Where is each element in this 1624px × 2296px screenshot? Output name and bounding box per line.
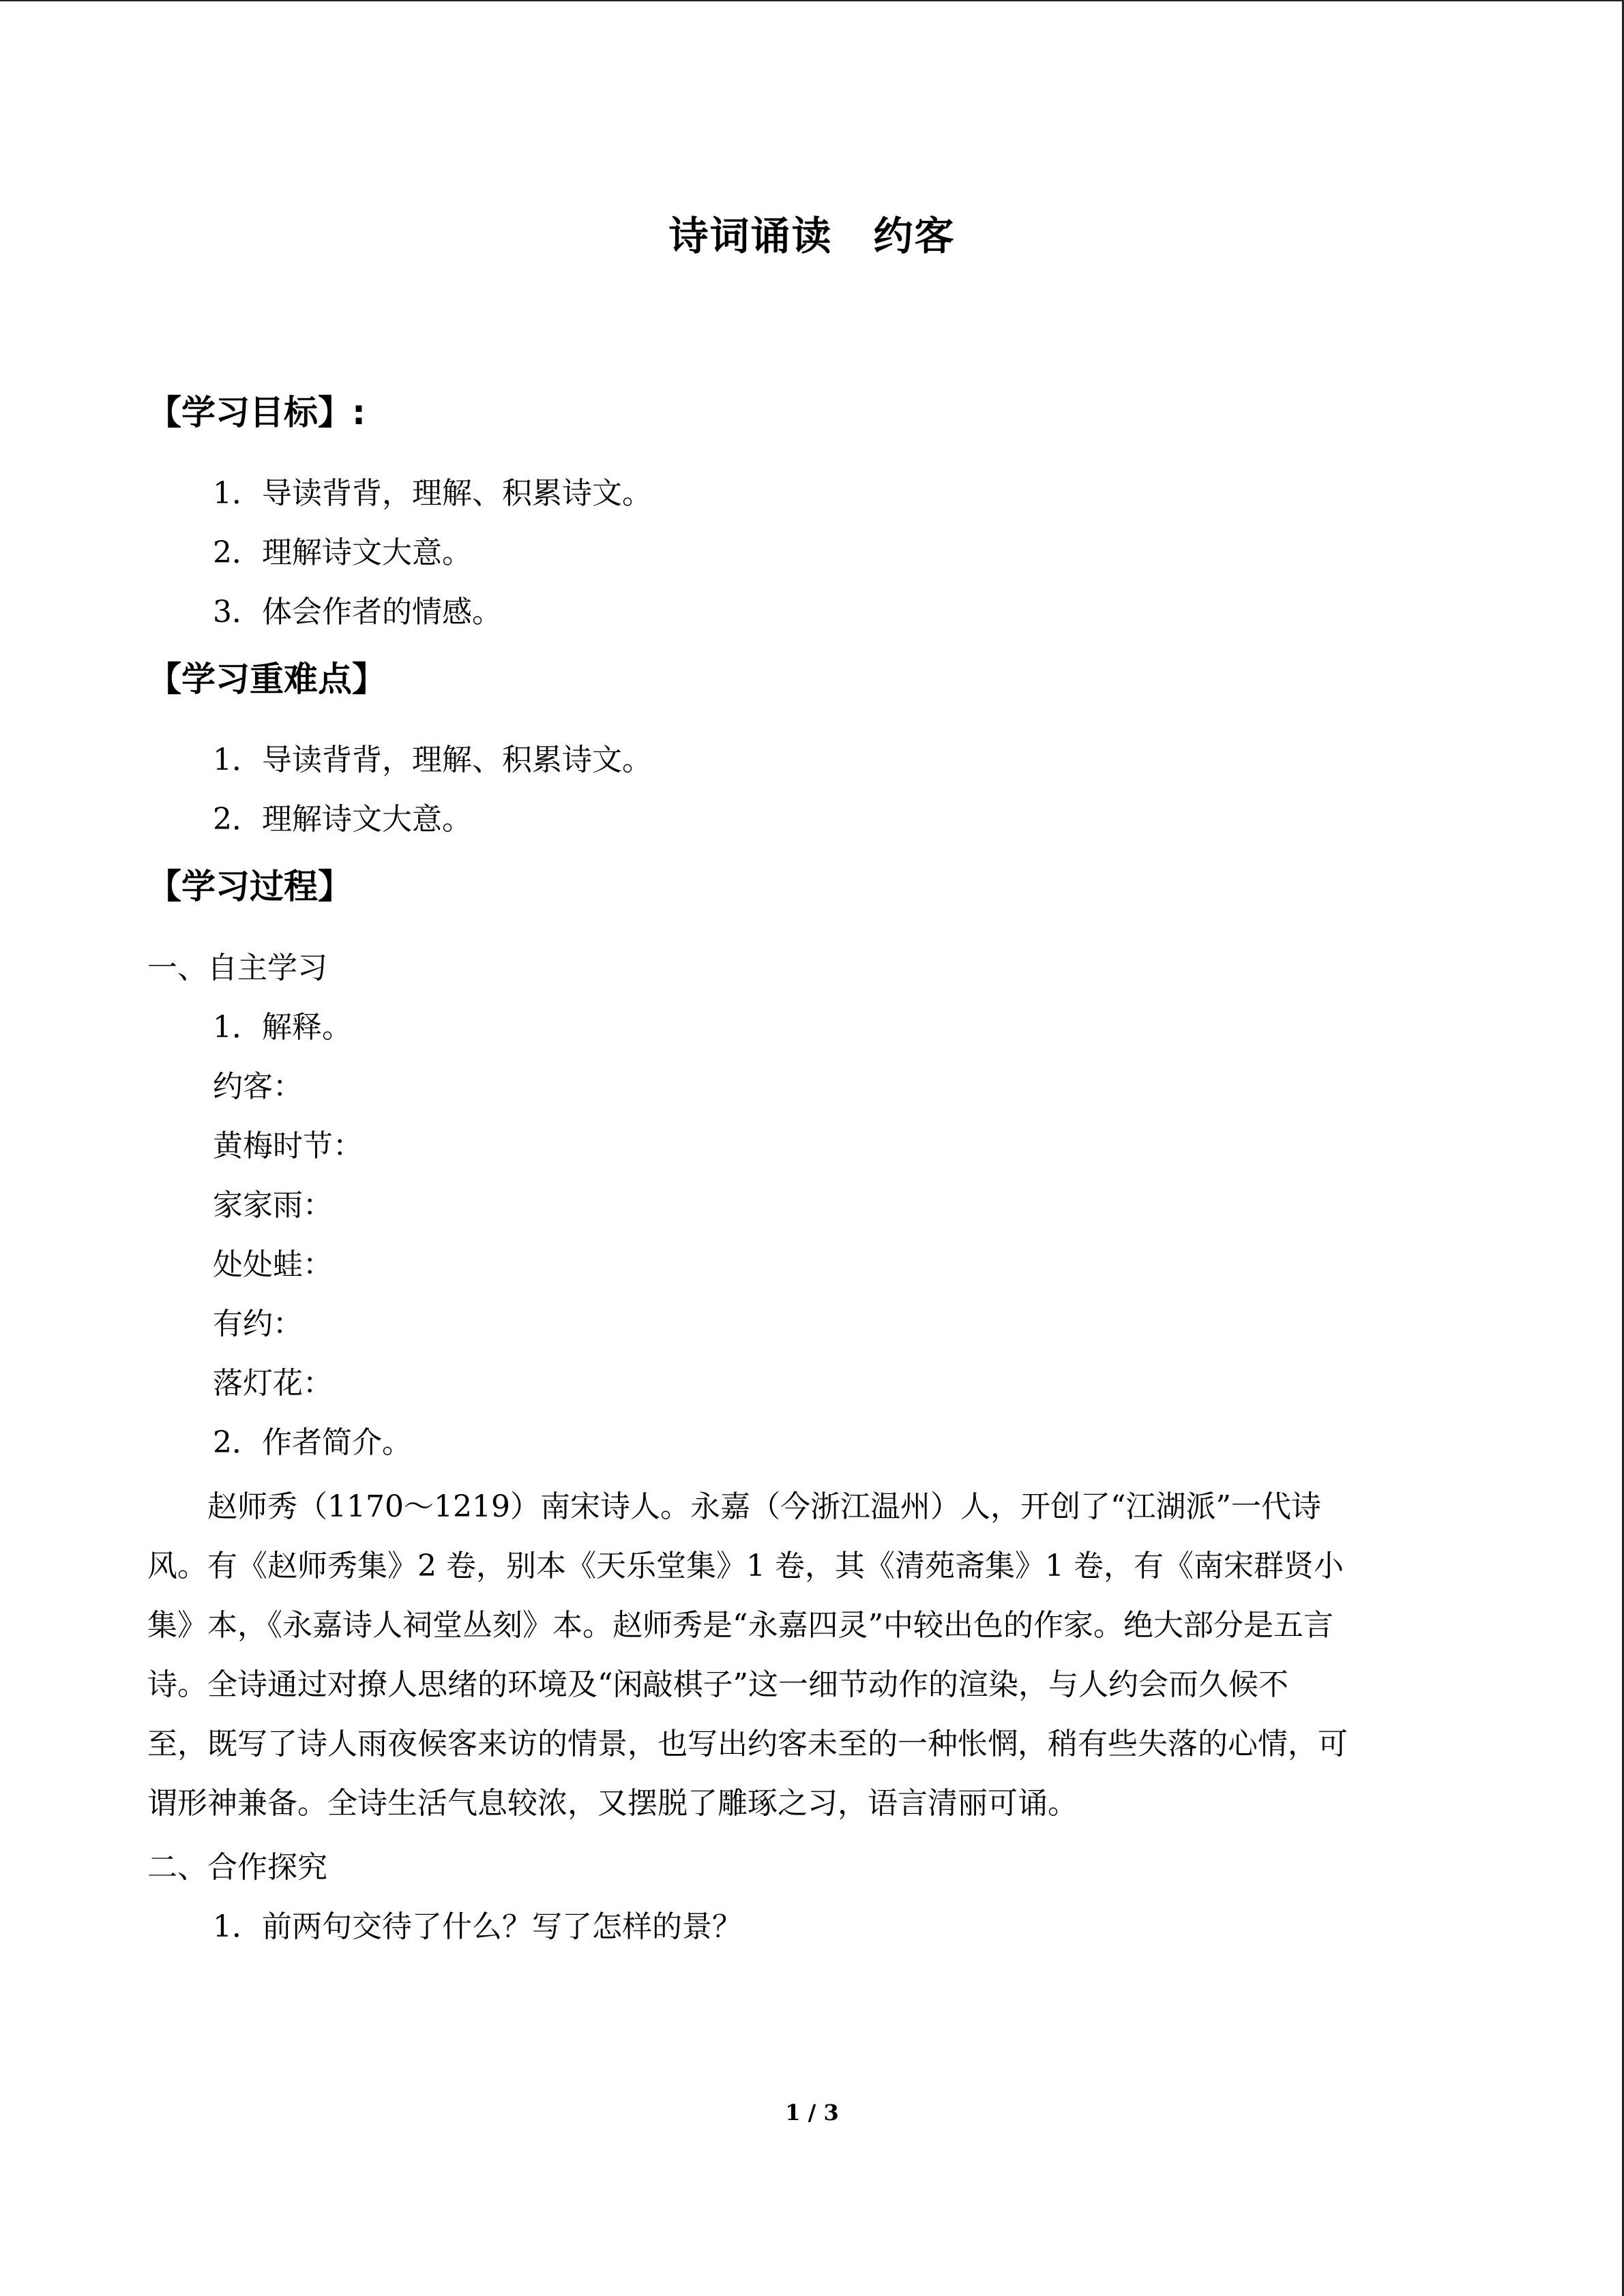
author-intro-item: 2．作者简介。 xyxy=(213,1425,412,1460)
objectives-heading: 【学习目标】: xyxy=(147,393,366,432)
term-yueke: 约客： xyxy=(213,1069,303,1104)
key-points-heading: 【学习重难点】 xyxy=(147,659,386,699)
term-jiajiayu: 家家雨： xyxy=(213,1188,333,1223)
objective-item-2: 2．理解诗文大意。 xyxy=(213,535,472,570)
objective-item-1: 1．导读背背，理解、积累诗文。 xyxy=(213,476,652,511)
page-number: 1 / 3 xyxy=(785,2100,839,2126)
bio-line-4: 诗。全诗通过对撩人思绪的环境及“闲敲棋子”这一细节动作的渲染，与人约会而久候不 xyxy=(147,1667,1288,1702)
bio-line-5: 至，既写了诗人雨夜候客来访的情景，也写出约客未至的一种怅惘，稍有些失落的心情，可 xyxy=(147,1727,1348,1761)
key-point-item-2: 2．理解诗文大意。 xyxy=(213,802,472,837)
cooperative-heading: 二、合作探究 xyxy=(147,1850,327,1885)
term-youyue: 有约： xyxy=(213,1307,303,1341)
explain-item: 1．解释。 xyxy=(213,1010,352,1045)
bio-line-6: 谓形神兼备。全诗生活气息较浓，又摆脱了雕琢之习，语言清丽可诵。 xyxy=(147,1786,1078,1821)
term-huangmei: 黄梅时节： xyxy=(213,1129,363,1163)
self-study-heading: 一、自主学习 xyxy=(147,951,327,985)
page-title: 诗词诵读 约客 xyxy=(668,213,956,259)
page-border-top xyxy=(0,0,1624,1)
bio-line-3: 集》本，《永嘉诗人祠堂丛刻》本。赵师秀是“永嘉四灵”中较出色的作家。绝大部分是五言 xyxy=(147,1608,1333,1643)
term-luodenghua: 落灯花： xyxy=(213,1366,333,1401)
bio-line-1: 赵师秀（1170～1219）南宋诗人。永嘉（今浙江温州）人，开创了“江湖派”一代诗 xyxy=(147,1489,1321,1524)
bio-line-2: 风。有《赵师秀集》2 卷，别本《天乐堂集》1 卷，其《清苑斋集》1 卷，有《南宋群贤小 xyxy=(147,1549,1344,1583)
key-point-item-1: 1．导读背背，理解、积累诗文。 xyxy=(213,743,652,777)
objective-item-3: 3．体会作者的情感。 xyxy=(213,595,502,629)
process-heading: 【学习过程】 xyxy=(147,867,352,906)
question-1: 1．前两句交待了什么？写了怎样的景？ xyxy=(213,1909,742,1944)
term-chuchuwa: 处处蛙： xyxy=(213,1247,333,1282)
